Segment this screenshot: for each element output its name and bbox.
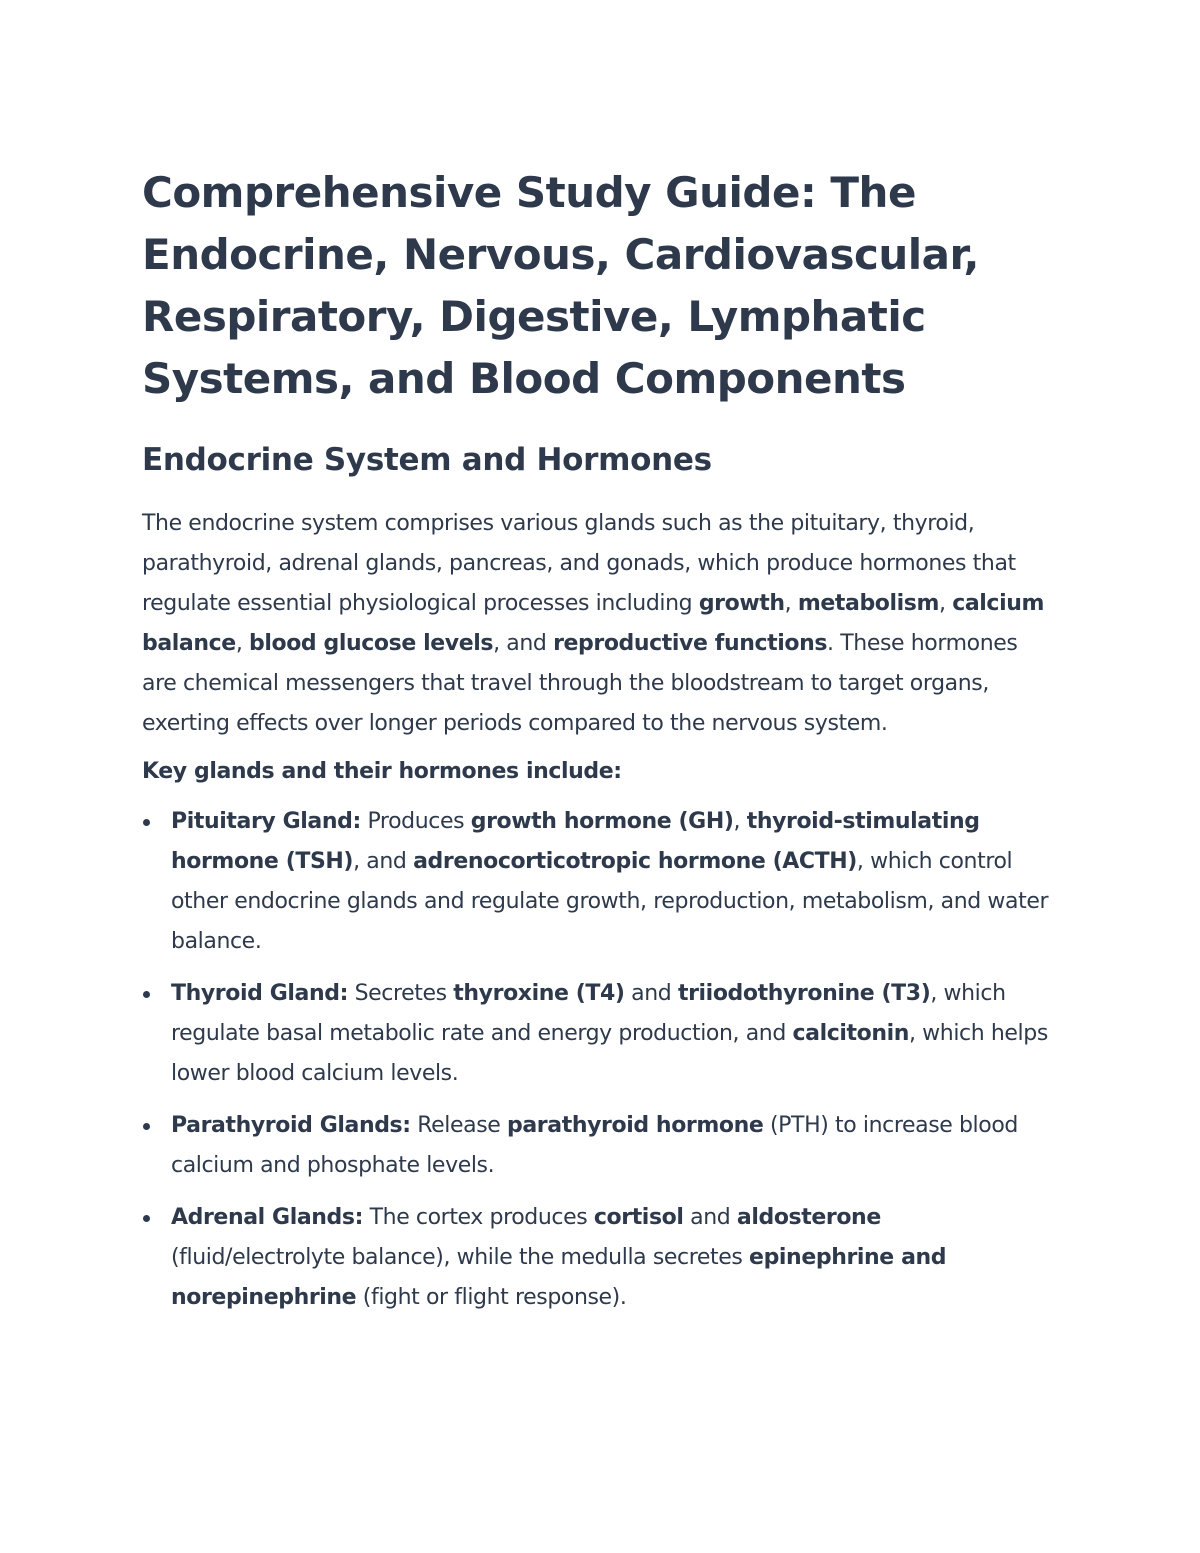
hormone-term: cortisol [593, 1205, 684, 1230]
list-item-thyroid [142, 974, 1057, 1094]
bullet-icon [143, 991, 150, 998]
gland-name: Thyroid Gland: [171, 981, 348, 1006]
gland-text: (fluid/electrolyte balance), while the medulla secretes [171, 1245, 750, 1270]
gland-name: Adrenal Glands: [171, 1205, 364, 1230]
gland-text: The cortex produces [363, 1205, 594, 1230]
hormone-term: growth hormone (GH) [470, 809, 734, 834]
intro-text: , [939, 591, 953, 616]
document-title: Comprehensive Study Guide: The Endocrine, Nervous, Cardiovascular, Respiratory, Digestive, Lymphatic Systems, and Blood Components [142, 168, 979, 403]
gland-text: (fight or flight response). [356, 1285, 627, 1310]
section-heading-endocrine: Endocrine System and Hormones [142, 442, 712, 478]
bullet-icon [143, 1215, 150, 1222]
gland-text: and [624, 981, 678, 1006]
hormone-term: thyroid-stimulating hormone (TSH) [171, 809, 980, 874]
intro-text: , [235, 631, 249, 656]
gland-text: , which regulate basal metabolic rate and energy production, and [171, 981, 1006, 1046]
term-blood-glucose: blood glucose levels [249, 631, 494, 656]
term-growth: growth [698, 591, 785, 616]
intro-text: , [784, 591, 798, 616]
hormone-term: parathyroid hormone [507, 1113, 764, 1138]
term-reproductive-functions: reproductive functions [553, 631, 828, 656]
bullet-icon [143, 1123, 150, 1130]
key-glands-intro: Key glands and their hormones include: [142, 759, 622, 784]
gland-text: , which helps lower blood calcium levels. [171, 1021, 1048, 1086]
bullet-icon [143, 819, 150, 826]
gland-text: , [733, 809, 747, 834]
gland-text: Produces [360, 809, 471, 834]
hormone-term: adrenocorticotropic hormone (ACTH) [413, 849, 857, 874]
hormone-term: thyroxine (T4) [453, 981, 625, 1006]
hormone-term: aldosterone [736, 1205, 881, 1230]
gland-text: , and [353, 849, 414, 874]
hormone-term: epinephrine and norepinephrine [171, 1245, 947, 1310]
gland-name: Parathyroid Glands: [171, 1113, 411, 1138]
glands-list [142, 802, 1057, 1318]
gland-text: Secretes [347, 981, 454, 1006]
gland-text: , which control other endocrine glands and regulate growth, reproduction, metabolism, and water balance. [171, 849, 1049, 954]
term-metabolism: metabolism [797, 591, 940, 616]
list-item-pituitary [142, 802, 1057, 962]
intro-text: . These hormones are chemical messengers that travel through the bloodstream to target organs, exerting effects over longer periods compared to the nervous system. [142, 631, 1018, 736]
term-calcium-balance: calcium balance [142, 591, 1044, 656]
gland-name: Pituitary Gland: [171, 809, 361, 834]
hormone-term: calcitonin [792, 1021, 909, 1046]
intro-paragraph [142, 504, 1057, 744]
gland-text: (PTH) to increase blood calcium and phosphate levels. [171, 1113, 1018, 1178]
hormone-term: triiodothyronine (T3) [677, 981, 931, 1006]
gland-text: and [683, 1205, 737, 1230]
document-page [142, 162, 1057, 1330]
list-item-adrenal [142, 1198, 1057, 1318]
list-item-parathyroid [142, 1106, 1057, 1186]
intro-text: , and [493, 631, 554, 656]
intro-text: The endocrine system comprises various glands such as the pituitary, thyroid, parathyroid, adrenal glands, pancreas, and gonads, which produce hormones that regulate essential physiological processes including [142, 511, 1016, 616]
gland-text: Release [410, 1113, 508, 1138]
